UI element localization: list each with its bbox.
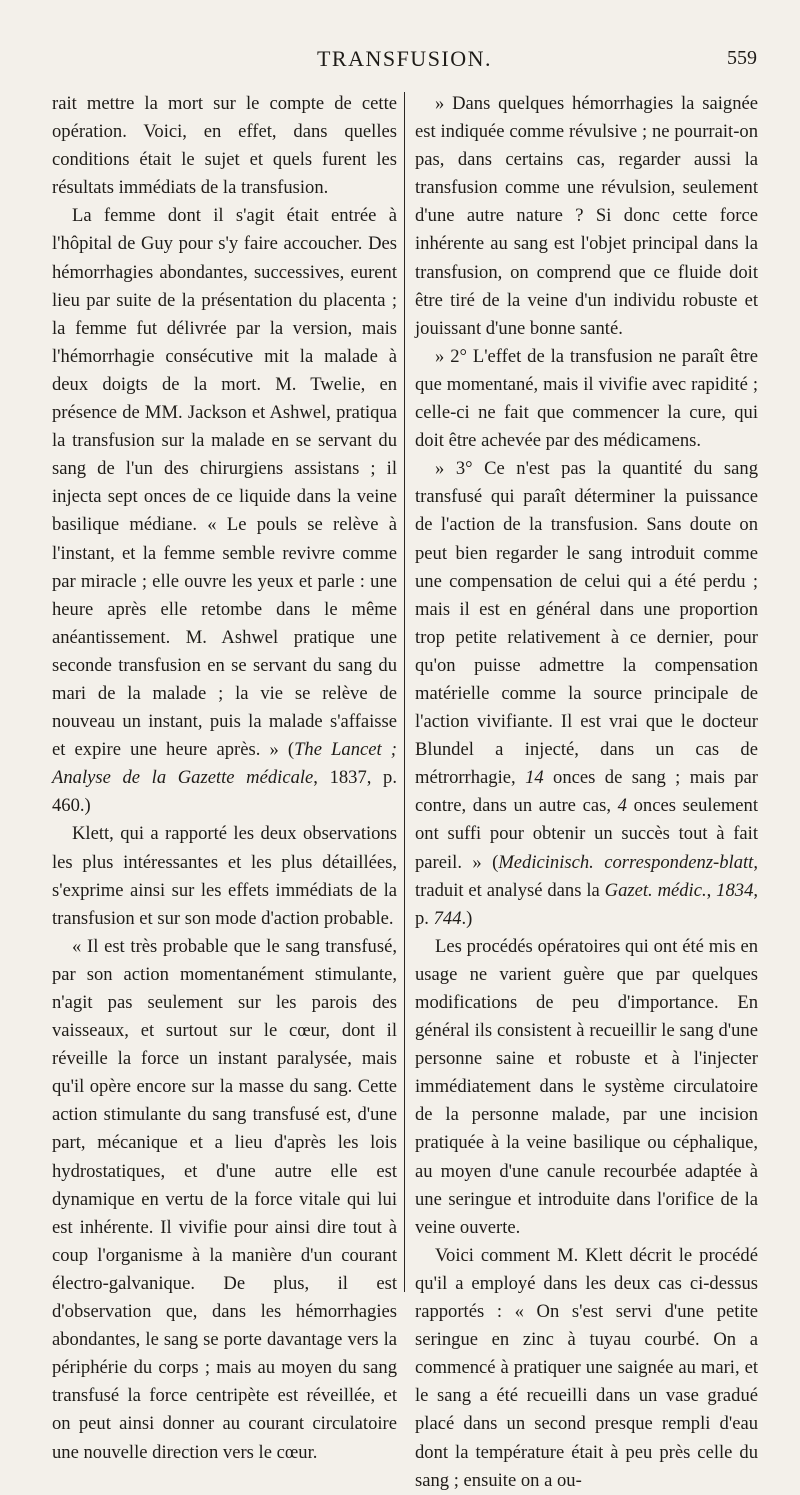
- number: 744: [433, 907, 462, 929]
- citation: Gazet. médic.: [604, 879, 707, 901]
- paragraph: » Dans quelques hémorrhagies la saignée est indiquée comme révulsive ; ne pourrait-on pas, dans certains cas, regarder aussi la transfusion comme une révulsion, seulement d'une autre nature ? Si donc cette force inhérente au sang est l'objet principal dans la transfusion, on comprend que ce fluide doit être tiré de la veine d'un individu robuste et jouissant d'une bonne santé.: [415, 93, 758, 339]
- paragraph-text: , p.: [415, 879, 759, 929]
- paragraph-text: onces de sang ; mais par contre, dans un autre cas,: [415, 767, 758, 817]
- paragraph: [52, 202, 397, 820]
- paragraph: rait mettre la mort sur le compte de cette opération. Voici, en effet, dans quelles conditions était le sujet et quels furent les résultats immédiats de la transfusion.: [52, 93, 397, 199]
- page-header: [52, 46, 757, 76]
- running-title: TRANSFUSION.: [316, 46, 493, 71]
- paragraph: « Il est très probable que le sang transfusé, par son action momentanément stimulante, n'agit pas seulement sur les parois des vaisseaux, et surtout sur le cœur, dont il réveille la force un instant paralysée, mais qu'il opère encore sur la masse du sang. Cette action stimulante du sang transfusé est, d'une part, mécanique et a lieu d'après les lois hydrostatiques, et d'une autre elle est dynamique en vertu de la force vitale qui lui est inhérente. Il vivifie pour ainsi dire tout à coup l'organisme à la manière d'un courant électro-galvanique. De plus, il est d'observation que, dans les hémorrhagies abondantes, le sang se porte davantage vers la périphérie du corps ; mais au moyen du sang transfusé la force centripète est réveillée, et on peut ainsi donner au courant circulatoire une nouvelle direction vers le cœur.: [52, 935, 397, 1463]
- citation: Medicinisch. correspondenz-blatt: [498, 851, 754, 873]
- paragraph: » 2° L'effet de la transfusion ne paraît être que momentané, mais il vivifie avec rapidité ; celle-ci ne fait que commencer la cure, qui doit être achevée par des médicamens.: [415, 345, 758, 452]
- right-column: [415, 90, 758, 1495]
- citation-tail: , 1837, p. 460.): [52, 767, 397, 817]
- paragraph: Les procédés opératoires qui ont été mis en usage ne varient guère que par quelques modifications de peu d'importance. En général ils consistent à recueillir le sang d'une personne saine et robuste et à l'injecter immédiatement dans le système circulatoire de la personne malade, par une incision pratiquée à la veine basilique ou céphalique, au moyen d'une canule recourbée adaptée à une seringue et introduite dans l'orifice de la veine ouverte.: [415, 935, 758, 1238]
- number: 14: [525, 767, 544, 789]
- paragraph-text: , traduit et analysé dans la: [415, 851, 758, 901]
- paragraph: Voici comment M. Klett décrit le procédé qu'il a employé dans les deux cas ci-dessus rapportés : « On s'est servi d'une petite seringue en zinc à tuyau courbé. On a commencé à pratiquer une saignée au mari, et le sang a été recueilli dans un vase gradué placé dans un second presque rempli d'eau dont la température était à peu près celle du sang ; ensuite on a ou-: [415, 1244, 758, 1491]
- paragraph-text: » 3° Ce n'est pas la quantité du sang transfusé qui paraît déterminer la puissance de l'action de la transfusion. Sans doute on peut bien regarder le sang introduit comme une compensation de celui qui a été perdu ; mais il est en général dans une proportion trop petite relativement à ce dernier, pour qu'on puisse admettre la compensation matérielle comme la source principale de l'action vivifiante. Il est vrai que le docteur Blundel a injecté, dans un cas de métrorrhagie,: [415, 458, 758, 789]
- number: 4: [617, 795, 627, 817]
- left-column: [52, 90, 397, 1467]
- citation: The Lancet ; Analyse de la Gazette médicale: [52, 739, 397, 789]
- paragraph-text: .): [461, 907, 473, 929]
- paragraph: [415, 455, 758, 933]
- number: 1834: [716, 879, 754, 901]
- page-number: 559: [727, 47, 757, 69]
- paragraph-text: La femme dont il s'agit était entrée à l'hôpital de Guy pour s'y faire accoucher. Des hémorrhagies abondantes, successives, eurent lieu par suite de la présentation du placenta ; la femme fut délivrée par la version, mais l'hémorrhagie consécutive mit la malade à deux doigts de la mort. M. Twelie, en présence de MM. Jackson et Ashwel, pratiqua la transfusion sur la malade en se servant du sang de l'un des chirurgiens assistans ; il injecta sept onces de ce liquide dans la veine basilique médiane. « Le pouls se relève à l'instant, et la femme semble revivre comme par miracle ; elle ouvre les yeux et parle : une heure après elle retombe dans le même anéantissement. M. Ashwel pratique une seconde transfusion en se servant du sang du mari de la malade ; la vie se relève de nouveau un instant, puis la malade s'affaisse et expire une heure après. » (: [52, 205, 397, 761]
- paragraph: Klett, qui a rapporté les deux observations les plus intéressantes et les plus détaillées, s'exprime ainsi sur les effets immédiats de la transfusion et sur son mode d'action probable.: [52, 823, 397, 929]
- column-divider: [404, 92, 405, 1292]
- paragraph-text: ,: [706, 879, 717, 901]
- paragraph-text: onces seulement ont suffi pour obtenir un succès tout à fait pareil. » (: [415, 795, 758, 873]
